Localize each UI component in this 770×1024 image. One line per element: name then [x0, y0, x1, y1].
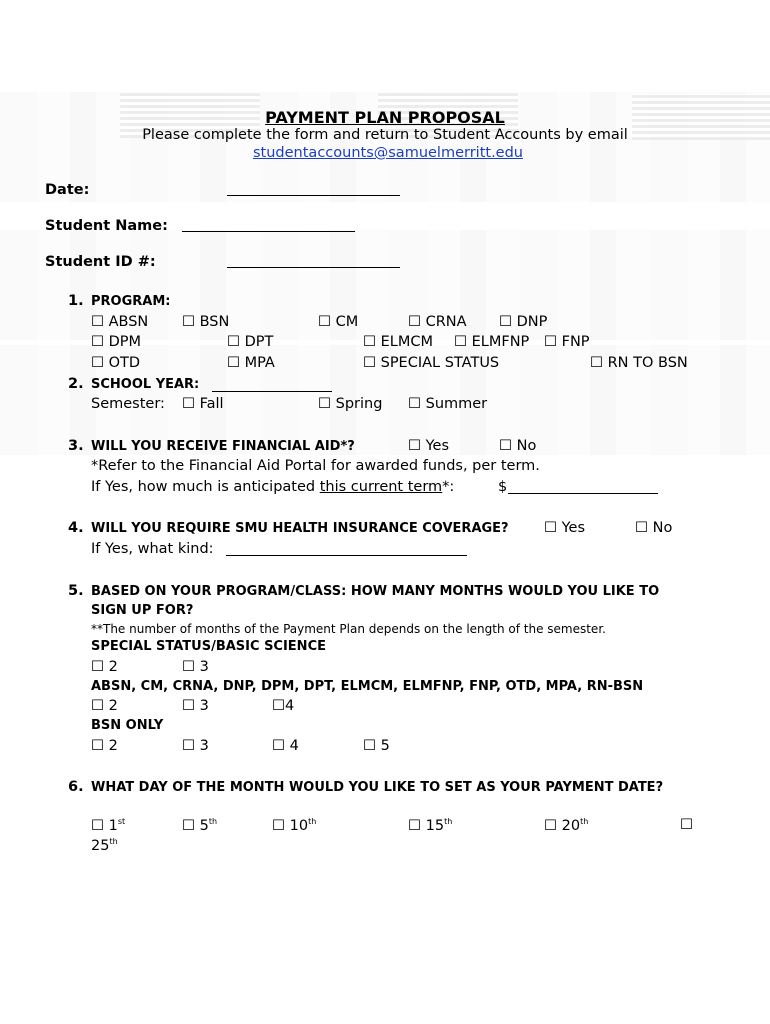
checkbox-icon[interactable]: ☐: [272, 698, 285, 714]
q6-option-25th: 25th: [91, 837, 118, 854]
q4-option-no[interactable]: ☐ No: [635, 520, 673, 536]
checkbox-icon[interactable]: ☐: [91, 314, 104, 330]
checkbox-icon[interactable]: ☐: [408, 314, 421, 330]
checkbox-icon[interactable]: ☐: [363, 738, 376, 754]
checkbox-icon[interactable]: ☐: [182, 817, 195, 834]
checkbox-icon[interactable]: ☐: [318, 314, 331, 330]
q3-note: *Refer to the Financial Aid Portal for awarded funds, per term.: [91, 458, 540, 474]
q4-option-yes[interactable]: ☐ Yes: [544, 520, 586, 536]
q5-g3-option-5[interactable]: ☐ 5: [363, 738, 390, 754]
q5-number: 5.: [68, 583, 84, 599]
q6-option-15th[interactable]: ☐ 15th: [408, 817, 453, 834]
q5-g2-option-3[interactable]: ☐ 3: [182, 698, 209, 714]
checkbox-icon[interactable]: ☐: [635, 520, 648, 536]
q5-group-heading: SPECIAL STATUS/BASIC SCIENCE: [91, 639, 326, 654]
q5-g3-option-2[interactable]: ☐ 2: [91, 738, 118, 754]
q3-option-no[interactable]: ☐ No: [499, 438, 537, 454]
q6-option-10th[interactable]: ☐ 10th: [272, 817, 317, 834]
checkbox-icon[interactable]: ☐: [91, 659, 104, 675]
school-year-field[interactable]: [212, 391, 332, 392]
q1-option-elmfnp[interactable]: ☐ ELMFNP: [454, 334, 530, 350]
q1-option-otd[interactable]: ☐ OTD: [91, 355, 141, 371]
checkbox-icon[interactable]: ☐: [272, 738, 285, 754]
checkbox-icon[interactable]: ☐: [182, 698, 195, 714]
q1-option-dpt[interactable]: ☐ DPT: [227, 334, 274, 350]
q5-label-line2: SIGN UP FOR?: [91, 603, 194, 618]
checkbox-icon[interactable]: ☐: [408, 396, 421, 412]
student-id-label: Student ID #:: [45, 254, 156, 270]
q1-option-special-status[interactable]: ☐ SPECIAL STATUS: [363, 355, 500, 371]
student-id-field[interactable]: [227, 267, 400, 268]
q5-label-line1: BASED ON YOUR PROGRAM/CLASS: HOW MANY MONTHS WOULD YOU LIKE TO: [91, 584, 660, 599]
q4-followup: If Yes, what kind:: [91, 541, 214, 557]
q1-label: PROGRAM:: [91, 294, 171, 309]
semester-label: Semester:: [91, 396, 165, 412]
q1-option-mpa[interactable]: ☐ MPA: [227, 355, 275, 371]
checkbox-icon[interactable]: ☐: [499, 314, 512, 330]
q5-g2-option-4[interactable]: ☐4: [272, 698, 295, 714]
email-link[interactable]: studentaccounts@samuelmerritt.edu: [253, 145, 523, 161]
q1-option-elmcm[interactable]: ☐ ELMCM: [363, 334, 433, 350]
student-name-label: Student Name:: [45, 218, 168, 234]
checkbox-icon[interactable]: ☐: [91, 334, 104, 350]
q5-g2-option-2[interactable]: ☐ 2: [91, 698, 118, 714]
checkbox-icon[interactable]: ☐: [91, 738, 104, 754]
q4-number: 4.: [68, 520, 84, 536]
checkbox-icon[interactable]: ☐: [544, 520, 557, 536]
checkbox-icon[interactable]: ☐: [408, 438, 421, 454]
q3-label: WILL YOU RECEIVE FINANCIAL AID*?: [91, 439, 355, 454]
checkbox-icon[interactable]: ☐: [680, 817, 693, 833]
q6-option-5th[interactable]: ☐ 5th: [182, 817, 218, 834]
date-label: Date:: [45, 182, 90, 198]
q1-option-dnp[interactable]: ☐ DNP: [499, 314, 548, 330]
checkbox-icon[interactable]: ☐: [272, 817, 285, 834]
q1-option-bsn[interactable]: ☐ BSN: [182, 314, 230, 330]
currency-symbol: $: [498, 479, 508, 495]
q2-number: 2.: [68, 376, 84, 392]
student-name-field[interactable]: [182, 231, 355, 232]
q2-label: SCHOOL YEAR:: [91, 377, 200, 392]
q5-g1-option-2[interactable]: ☐ 2: [91, 659, 118, 675]
q1-number: 1.: [68, 293, 84, 309]
checkbox-icon[interactable]: ☐: [227, 334, 240, 350]
q3-followup: If Yes, how much is anticipated this current term*:: [91, 479, 455, 495]
q5-group-heading: BSN ONLY: [91, 718, 164, 733]
q5-g3-option-4[interactable]: ☐ 4: [272, 738, 299, 754]
checkbox-icon[interactable]: ☐: [363, 355, 376, 371]
q1-option-fnp[interactable]: ☐ FNP: [544, 334, 590, 350]
checkbox-icon[interactable]: ☐: [454, 334, 467, 350]
q1-option-rn-to-bsn[interactable]: ☐ RN TO BSN: [590, 355, 688, 371]
q3-number: 3.: [68, 438, 84, 454]
q5-group-heading: ABSN, CM, CRNA, DNP, DPM, DPT, ELMCM, ELMFNP, FNP, OTD, MPA, RN-BSN: [91, 679, 644, 694]
q1-option-dpm[interactable]: ☐ DPM: [91, 334, 142, 350]
checkbox-icon[interactable]: ☐: [182, 659, 195, 675]
checkbox-icon[interactable]: ☐: [363, 334, 376, 350]
checkbox-icon[interactable]: ☐: [544, 817, 557, 834]
checkbox-icon[interactable]: ☐: [318, 396, 331, 412]
q1-option-absn[interactable]: ☐ ABSN: [91, 314, 149, 330]
page-title: PAYMENT PLAN PROPOSAL: [265, 108, 505, 127]
q2-option-summer[interactable]: ☐ Summer: [408, 396, 488, 412]
instructions: Please complete the form and return to Student Accounts by email: [142, 127, 628, 143]
q1-option-crna[interactable]: ☐ CRNA: [408, 314, 467, 330]
checkbox-icon[interactable]: ☐: [590, 355, 603, 371]
checkbox-icon[interactable]: ☐: [182, 396, 195, 412]
q6-option-25th-checkbox[interactable]: [680, 817, 693, 833]
checkbox-icon[interactable]: ☐: [182, 314, 195, 330]
checkbox-icon[interactable]: ☐: [91, 817, 104, 834]
insurance-kind-field[interactable]: [226, 555, 467, 556]
q6-number: 6.: [68, 779, 84, 795]
checkbox-icon[interactable]: ☐: [544, 334, 557, 350]
q6-option-1st[interactable]: ☐ 1st: [91, 817, 126, 834]
q5-g3-option-3[interactable]: ☐ 3: [182, 738, 209, 754]
checkbox-icon[interactable]: ☐: [91, 698, 104, 714]
q2-option-fall[interactable]: ☐ Fall: [182, 396, 224, 412]
date-field[interactable]: [227, 195, 400, 196]
q1-option-cm[interactable]: ☐ CM: [318, 314, 359, 330]
q2-option-spring[interactable]: ☐ Spring: [318, 396, 383, 412]
checkbox-icon[interactable]: ☐: [408, 817, 421, 834]
q5-g1-option-3[interactable]: ☐ 3: [182, 659, 209, 675]
checkbox-icon[interactable]: ☐: [182, 738, 195, 754]
q4-label: WILL YOU REQUIRE SMU HEALTH INSURANCE COVERAGE?: [91, 521, 509, 536]
q6-option-20th[interactable]: ☐ 20th: [544, 817, 589, 834]
aid-amount-field[interactable]: [508, 493, 658, 494]
q6-label: WHAT DAY OF THE MONTH WOULD YOU LIKE TO SET AS YOUR PAYMENT DATE?: [91, 780, 664, 795]
checkbox-icon[interactable]: ☐: [227, 355, 240, 371]
checkbox-icon[interactable]: ☐: [499, 438, 512, 454]
q3-option-yes[interactable]: ☐ Yes: [408, 438, 450, 454]
checkbox-icon[interactable]: ☐: [91, 355, 104, 371]
q5-note: **The number of months of the Payment Plan depends on the length of the semester.: [91, 622, 606, 636]
